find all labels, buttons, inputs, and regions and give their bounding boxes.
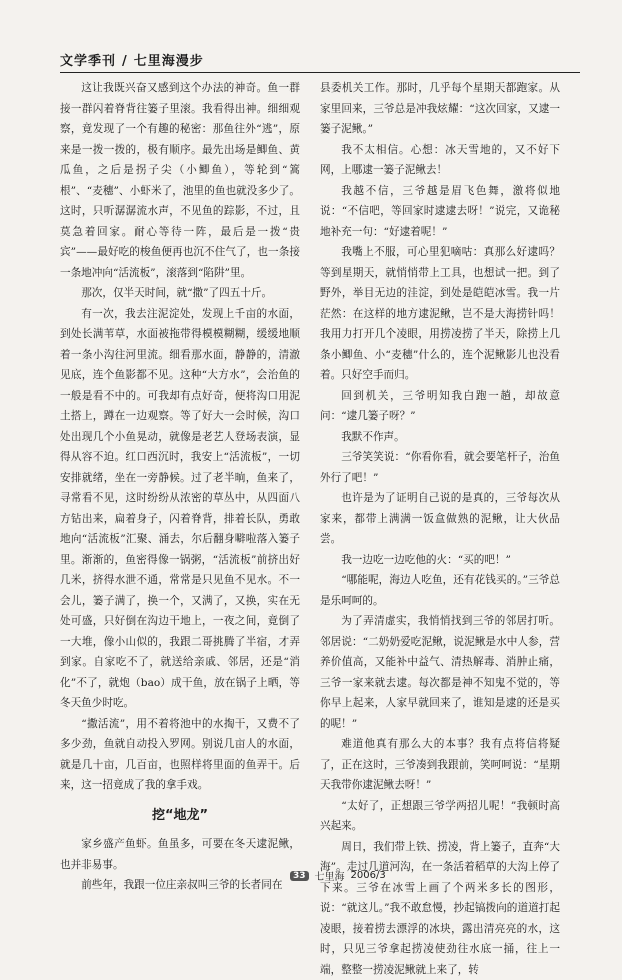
paragraph: 为了弄清虚实，我悄悄找到三爷的邻居打听。邻居说：“二奶奶爱吃泥鳅，说泥鳅是水中人参，营养价值高，又能补中益气、清热解毒、消肿止痛，三爷一家来就去逮。每次都是神不知鬼不觉的，等你早上起来，人家早就回来了，谁知是逮的还是买的呢！” [320, 611, 560, 734]
paragraph: 三爷笑笑说：“你看你看，就会要笔杆子，治鱼外行了吧！” [320, 447, 560, 488]
paragraph: “太好了，正想跟三爷学两招儿呢！”我顿时高兴起来。 [320, 796, 560, 837]
paragraph: 有一次，我去注泥淀处，发现上千亩的水面，到处长满苇草，水面被拖带得模模糊糊，缓缓地顺着一条小沟往河里流。细看那水面，静静的，清澈见底，连个鱼影都不见。这种“大方水”，会治鱼的一般是看不中的。可我却有点好奇，便将沟口用泥土搭上，蹲在一边观察。等了好大一会时候，沟口处出现几个小鱼晃动，就像是老艺人登场表演，显得从容不迫。红口西沉时，我安上“活流板”，一切安排就绪，坐在一旁静候。过了老半晌，鱼来了，寻常看不见，这时纷纷从浓密的草丛中，从四面八方钻出来，扁着身子，闪着脊背，排着长队，勇敢地向“活流板”汇聚、涌去，尔后翻身噼啦落入篓子里。渐渐的，鱼密得像一锅粥，“活流板”前挤出好几米，挤得水泄不通，常常是只见鱼不见水。不一会儿，篓子满了，换一个，又满了，又换，实在无处可盛，只好倒在沟边干地上，一夜之间，竟倒了一大堆，像小山似的，我跟二哥挑腾了半宿，才弄到家。自家吃不了，就送给亲戚、邻居，还是“消化”不了，就炮（bao）成干鱼，放在锅子上晒，等冬天鱼少时吃。 [60, 304, 300, 714]
section-title: 挖“地龙” [60, 806, 300, 827]
paragraph: 县委机关工作。那时，几乎每个星期天都跑家。从家里回来，三爷总是冲我炫耀：“这次回家，又逮一篓子泥鳅。” [320, 78, 560, 140]
paragraph: 我嘴上不服，可心里犯嘀咕：真那么好逮吗？等到星期天，就悄悄带上工具，也想试一把。到了野外，举目无边的洼淀，到处是皑皑冰雪。我一片茫然：在这样的地方逮泥鳅，岂不是大海捞针吗！我用力打开几个凌眼，用捞凌捞了半天，除捞上几条小鲫鱼、小“麦穗”什么的，连个泥鳅影儿也没看着。只好空手而归。 [320, 242, 560, 386]
paragraph: 那次，仅半天时间，就“撒”了四五十斤。 [60, 283, 300, 304]
paragraph: 家乡盛产鱼虾。鱼虽多，可要在冬天逮泥鳅，也并非易事。 [60, 834, 300, 875]
paragraph: “撒活流”，用不着将池中的水掏干，又费不了多少劲，鱼就自动投入罗网。别说几亩人的水面，就是几十亩，几百亩，也照样将里面的鱼弄干。后来，这一招竟成了我的拿手戏。 [60, 714, 300, 796]
paragraph: “哪能呢，海边人吃鱼，还有花钱买的。”三爷总是乐呵呵的。 [320, 570, 560, 611]
paragraph: 我默不作声。 [320, 427, 560, 448]
left-column [60, 78, 300, 868]
paragraph: 我不太相信。心想：冰天雪地的，又不好下网，上哪逮一篓子泥鳅去！ [320, 140, 560, 181]
issue-number: 2006/3 [351, 870, 386, 881]
page-footer [290, 868, 386, 883]
paragraph: 难道他真有那么大的本事？我有点将信将疑了，正在这时，三爷凑到我跟前，笑呵呵说：“星期天我带你逮泥鳅去呀！” [320, 734, 560, 796]
paragraph: 周日，我们带上铁、捞凌，背上篓子，直奔“大海”。走过几道河沟，在一条活着稻草的大沟上停了下来。三爷在冰雪上画了个两米多长的图形，说：“就这儿。”我不敢怠慢，抄起镐拨向的道道打起凌眼，接着捞去漂浮的冰块，露出清亮亮的水，这时，只见三爷拿起捞凌使劲往水底一捅，往上一端，整整一捞凌泥鳅就上来了，转 [320, 837, 560, 980]
header-section: 文学季刊 [60, 54, 116, 69]
paragraph: 前些年，我跟一位庄亲叔叫三爷的长者同在 [60, 875, 300, 896]
right-column [320, 78, 560, 868]
header-separator: / [122, 54, 128, 69]
header-column: 七里海漫步 [134, 54, 204, 69]
paragraph: 这让我既兴奋又感到这个办法的神奇。鱼一群接一群闪着脊背往篓子里滚。我看得出神。细细观察，竟发现了一个有趣的秘密：那鱼往外“逃”，原来是一拨一拨的，极有顺序。最先出场是鲫鱼、黄瓜鱼，之后是拐子尖（小鲫鱼），等轮到“篙根”、“麦穗”、小虾米了，池里的鱼也就没多少了。这时，只听潺潺流水声，不见鱼的踪影，不过，且莫急着回家。耐心等待一阵，最后是一拨“贵宾”——最好吃的梭鱼便再也沉不住气了，也一条接一条地冲向“活流板”，滚落到“陷阱”里。 [60, 78, 300, 283]
paragraph: 我一边吃一边吃他的火：“买的吧！” [320, 550, 560, 571]
paragraph: 回到机关，三爷明知我白跑一趟，却故意问：“逮几篓子呀？” [320, 386, 560, 427]
paragraph: 也许是为了证明自己说的是真的，三爷每次从家来，都带上满满一饭盒做熟的泥鳅，让大伙品尝。 [320, 488, 560, 550]
paragraph: 我越不信，三爷越是眉飞色舞，激将似地说：“不信吧，等回家时逮逮去呀！”说完，又诡秘地补充一句：“好逮着呢！” [320, 181, 560, 243]
running-header [60, 50, 580, 73]
magazine-name: 七里海 [315, 868, 345, 883]
page-number: 33 [290, 871, 309, 881]
